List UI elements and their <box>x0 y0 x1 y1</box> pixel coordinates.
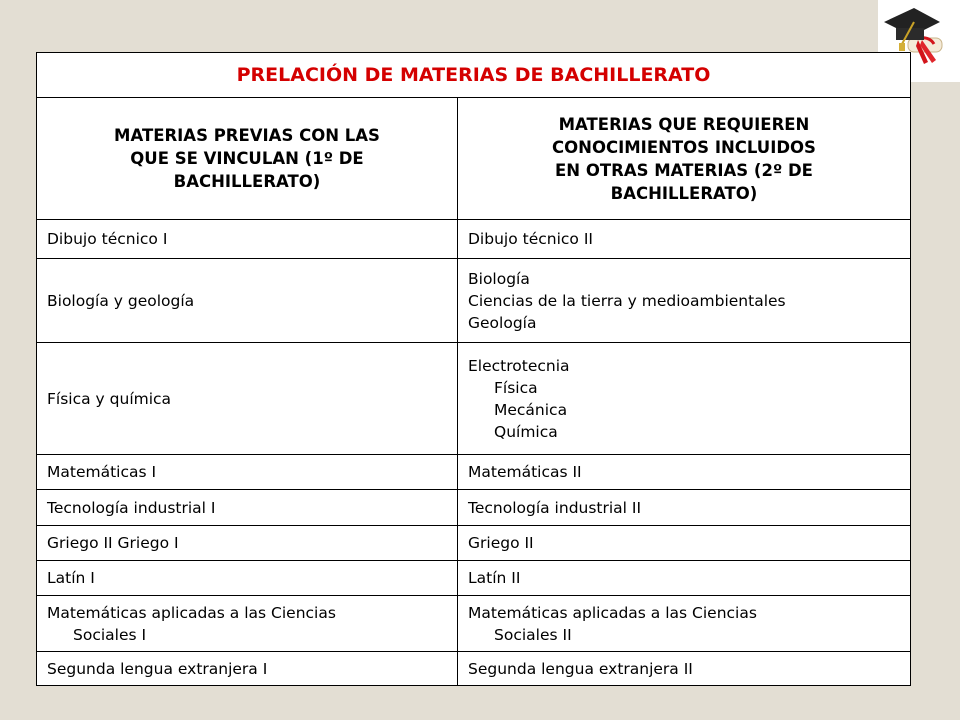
cell-text: Física <box>494 378 538 397</box>
cell-text: Matemáticas I <box>47 463 157 481</box>
table-row <box>37 343 911 455</box>
cell-text: Segunda lengua extranjera II <box>468 659 693 678</box>
cell-text: Mecánica <box>494 400 568 419</box>
cell-requiere <box>458 220 911 259</box>
cell-text: Biología y geología <box>47 291 195 310</box>
table-row <box>37 490 911 526</box>
table-row <box>37 526 911 561</box>
table-row <box>37 596 911 652</box>
header-left-line: QUE SE VINCULAN (1º DE <box>130 149 364 168</box>
cell-text: Sociales II <box>494 625 572 644</box>
table-row <box>37 652 911 686</box>
cell-requiere <box>458 596 911 652</box>
cell-text: Ciencias de la tierra y medioambientales <box>468 291 786 310</box>
cell-text: Latín II <box>468 569 521 587</box>
cell-requiere <box>458 526 911 561</box>
cell-text: Dibujo técnico II <box>468 230 593 248</box>
cell-text: Física y química <box>47 389 172 408</box>
table-row <box>37 220 911 259</box>
cell-previa <box>37 596 458 652</box>
cell-text: Geología <box>468 313 537 332</box>
header-left-line: BACHILLERATO) <box>173 172 321 191</box>
cell-text: Griego II <box>468 534 534 552</box>
cell-requiere <box>458 259 911 343</box>
table-row <box>37 259 911 343</box>
cell-previa <box>37 220 458 259</box>
cell-text: Matemáticas aplicadas a las Ciencias <box>47 603 336 622</box>
cell-previa <box>37 259 458 343</box>
cell-previa <box>37 490 458 526</box>
header-right <box>458 98 911 220</box>
cell-text: Electrotecnia <box>468 356 570 375</box>
cell-requiere <box>458 490 911 526</box>
cell-requiere <box>458 343 911 455</box>
cell-text: Tecnología industrial II <box>468 498 642 517</box>
cell-previa <box>37 526 458 561</box>
cell-text: Griego II Griego I <box>47 534 179 552</box>
cell-requiere <box>458 652 911 686</box>
cell-text: Segunda lengua extranjera I <box>47 659 268 678</box>
header-left <box>37 98 458 220</box>
title-text: PRELACIÓN DE MATERIAS DE BACHILLERATO <box>236 64 711 86</box>
table-title <box>37 53 911 98</box>
cell-previa <box>37 455 458 490</box>
cell-requiere <box>458 455 911 490</box>
header-right-line: BACHILLERATO) <box>610 183 758 203</box>
cell-text: Dibujo técnico I <box>47 230 168 248</box>
cell-text: Biología <box>468 269 530 288</box>
cell-previa <box>37 343 458 455</box>
cell-previa <box>37 652 458 686</box>
cell-requiere <box>458 561 911 596</box>
prelacion-table <box>36 52 911 686</box>
cell-previa <box>37 561 458 596</box>
cell-text: Matemáticas II <box>468 463 582 481</box>
header-left-line: MATERIAS PREVIAS CON LAS <box>114 126 380 145</box>
header-right-line: MATERIAS QUE REQUIEREN <box>558 114 810 134</box>
cell-text: Tecnología industrial I <box>47 498 216 517</box>
table-row <box>37 455 911 490</box>
header-right-line: EN OTRAS MATERIAS (2º DE <box>555 160 813 180</box>
table-row <box>37 561 911 596</box>
cell-text: Química <box>494 422 558 441</box>
header-right-line: CONOCIMIENTOS INCLUIDOS <box>552 137 816 157</box>
cell-text: Sociales I <box>73 625 147 644</box>
cell-text: Matemáticas aplicadas a las Ciencias <box>468 603 757 622</box>
cell-text: Latín I <box>47 569 95 587</box>
